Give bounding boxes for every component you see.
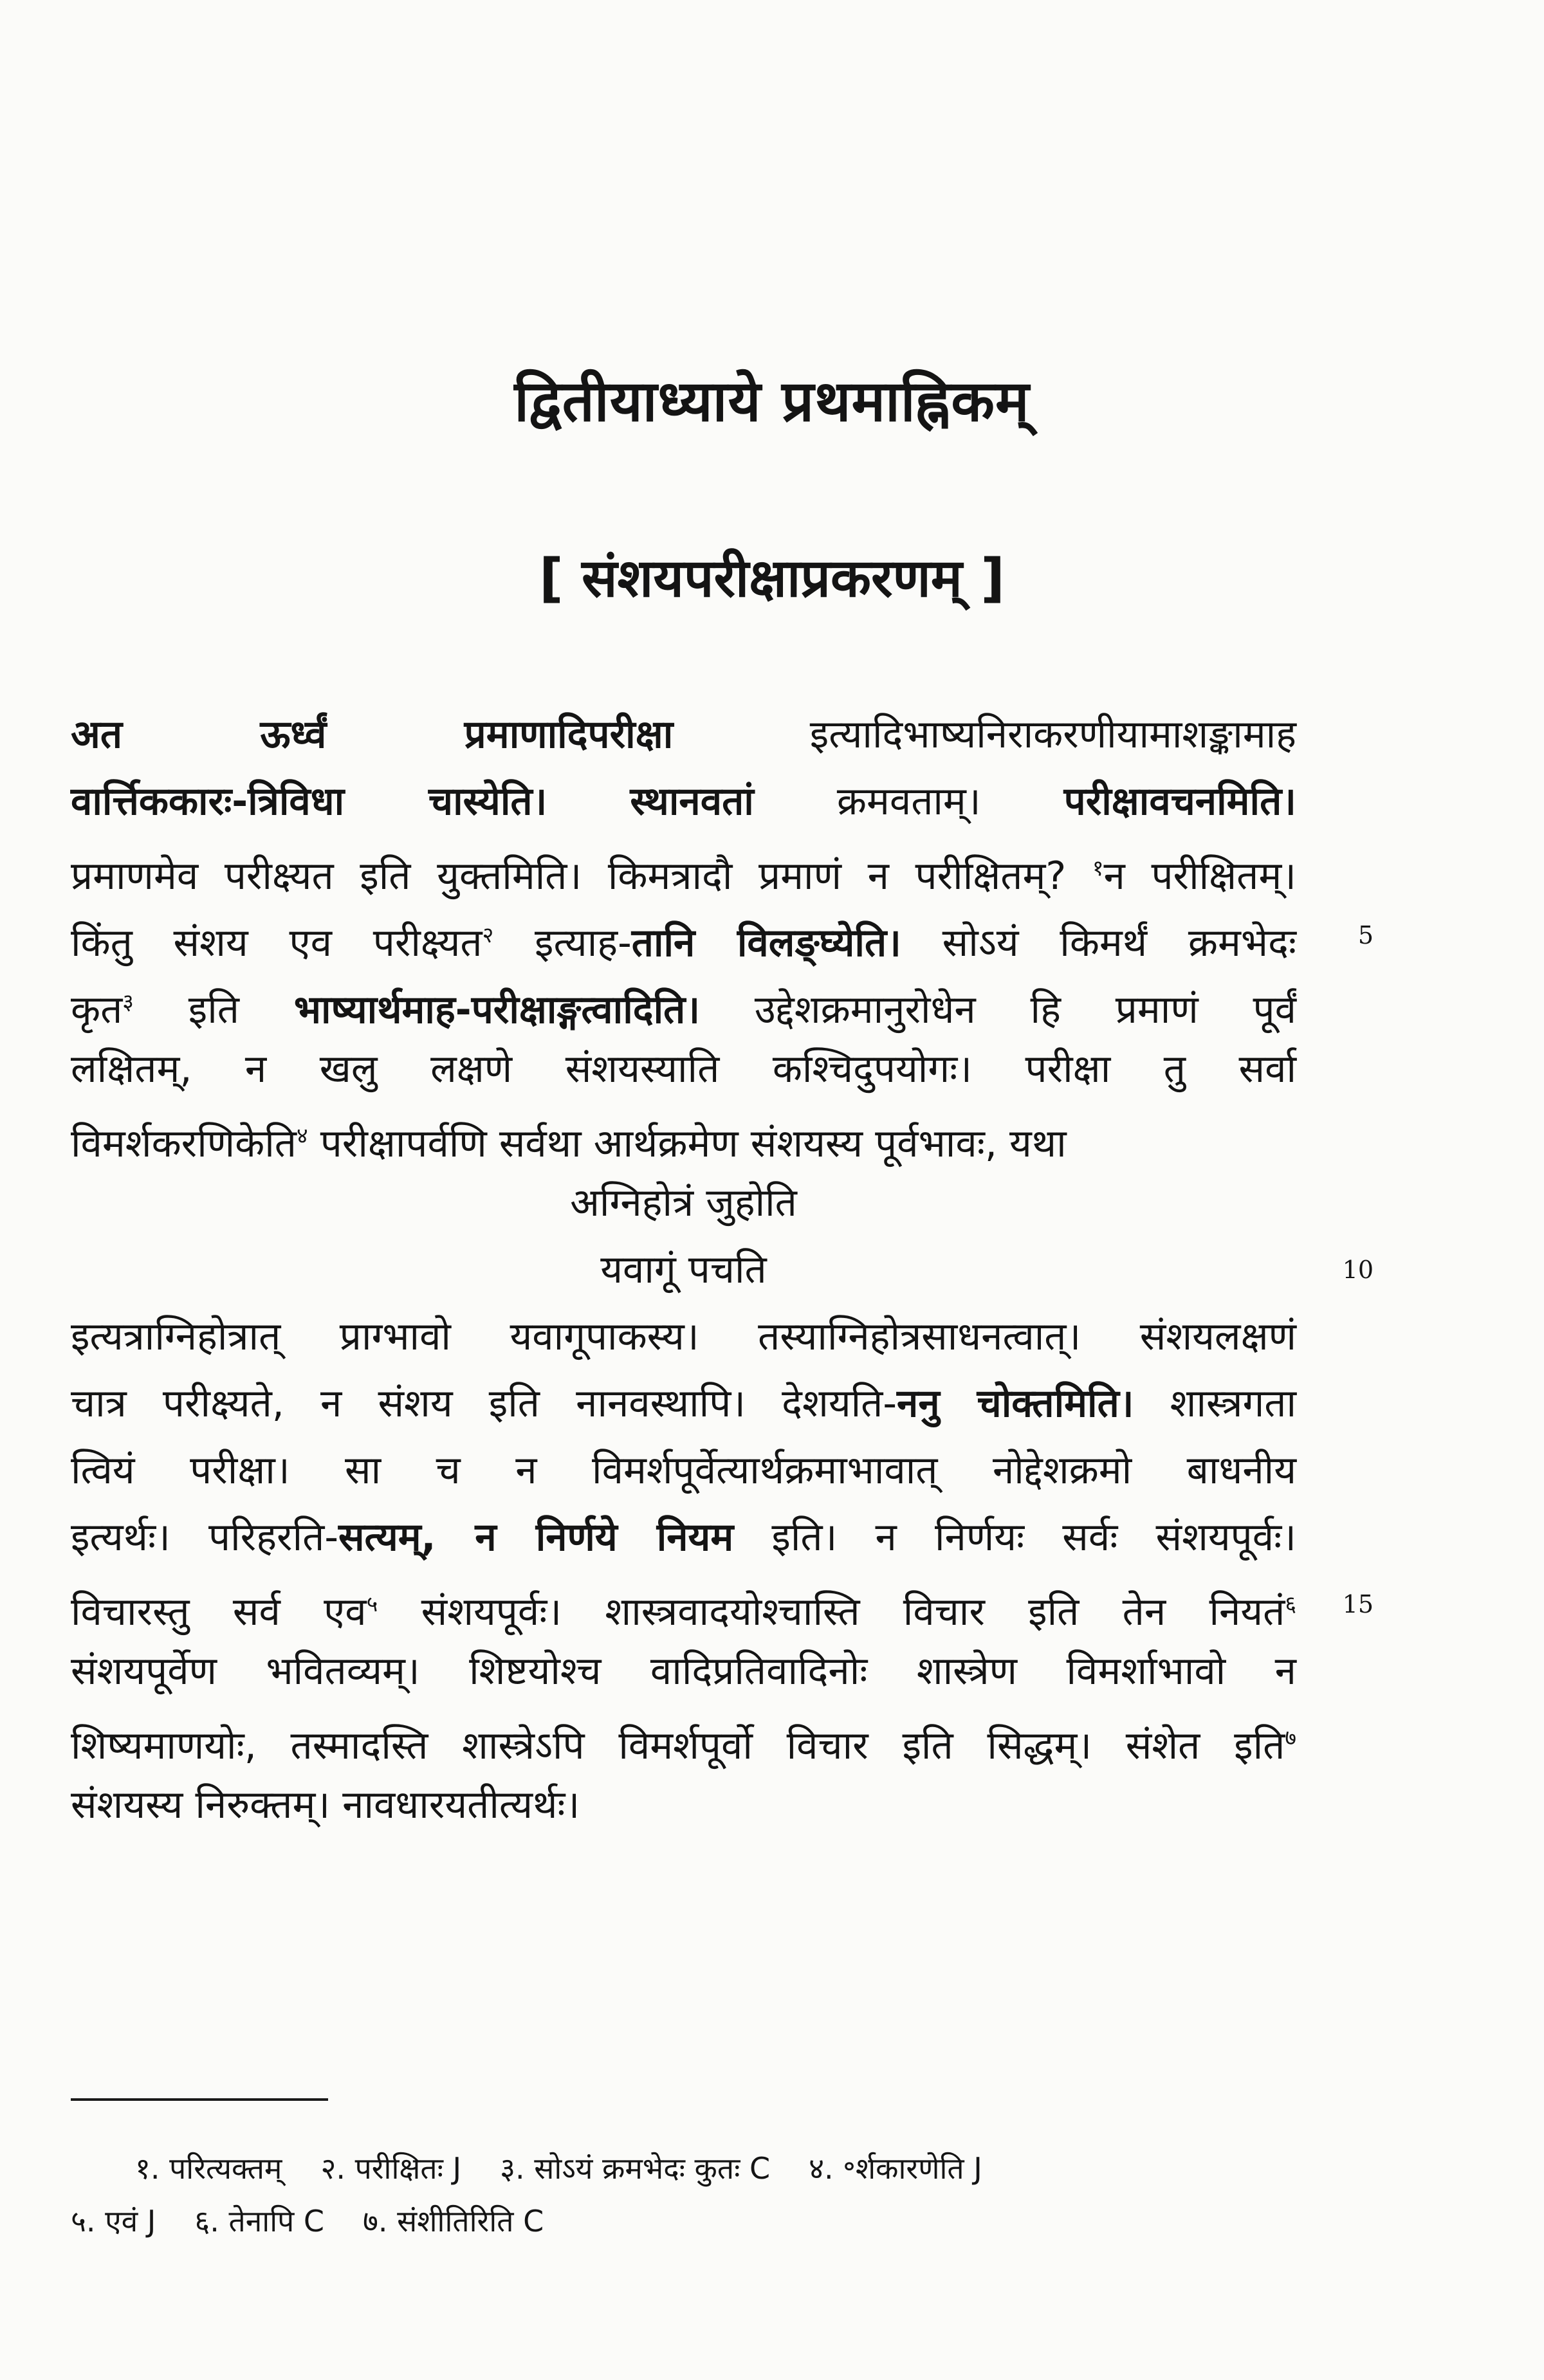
text-span: चात्र परीक्ष्यते, न संशय इति नानवस्थापि। देशयति- [71, 1381, 897, 1426]
footnote-marker: ४ [296, 1123, 308, 1149]
text-line [71, 1437, 1296, 1504]
text-span: परीक्षापर्वणि सर्वथा आर्थक्रमेण संशयस्य पूर्वभावः, यथा [308, 1121, 1067, 1166]
text-span: अग्निहोत्रं जुहोति [570, 1180, 797, 1225]
text-span: इत्यादिभाष्यनिराकरणीयामाशङ्कामाह [673, 712, 1297, 757]
text-span: विमर्शकरणिकेति [71, 1121, 297, 1166]
bold-text: सत्यम्, न निर्णये नियम [338, 1515, 734, 1560]
footnote: ५. एवं J [71, 2204, 156, 2238]
text-span: क्रमवताम्। [753, 779, 1064, 824]
footnote: ४. ॰र्शकारणेति J [809, 2151, 982, 2186]
line-number: 15 [1342, 1590, 1374, 1618]
footnote-marker: ७ [1285, 1725, 1296, 1751]
text-span: कृत [71, 987, 123, 1032]
bold-text: स्थानवतां [630, 779, 754, 824]
text-span: शास्त्रगता [1134, 1381, 1296, 1426]
text-line [71, 1771, 1296, 1838]
text-span: सोऽयं किमर्थं क्रमभेदः [901, 920, 1296, 966]
text-span: लक्षितम्, न खलु लक्षणे संशयस्याति कश्चिदुपयोगः। परीक्षा तु सर्वा [71, 1047, 1296, 1092]
text-line [71, 1705, 1296, 1771]
bold-text: अत ऊर्ध्वं प्रमाणादिपरीक्षा [71, 712, 674, 757]
text-line [71, 969, 1296, 1036]
text-span: संशयपूर्वः। शास्त्रवादयोश्चास्ति विचार इति तेन नियतं [378, 1589, 1285, 1634]
text-span: संशयस्य निरुक्तम्। नावधारयतीत्यर्थः। [71, 1782, 580, 1827]
text-line [71, 1303, 1296, 1370]
bold-text: तानि विलङ्घ्येति। [631, 920, 901, 966]
text-span: संशयपूर्वेण भवितव्यम्। शिष्टयोश्च वादिप्रतिवादिनोः शास्त्रेण विमर्शाभावो न [71, 1649, 1296, 1694]
text-line [71, 768, 1296, 835]
footnote: १. परित्यक्तम् [135, 2151, 282, 2186]
footnote: ३. सोऽयं क्रमभेदः कुतः C [500, 2151, 771, 2186]
text-line [71, 701, 1296, 768]
footnote-marker: २ [482, 922, 494, 948]
text-line [71, 835, 1296, 902]
footnote-marker: १ [1092, 856, 1104, 881]
footnote: ६. तेनापि C [194, 2204, 324, 2238]
text-span: किंतु संशय एव परीक्ष्यत [71, 920, 482, 966]
text-span: इत्यत्राग्निहोत्रात् प्राग्भावो यवागूपाकस्य। तस्याग्निहोत्रसाधनत्वात्। संशयलक्षणं [71, 1314, 1296, 1359]
footnote-row-1 [71, 2142, 1021, 2195]
line-number: 5 [1357, 921, 1374, 949]
footnotes [71, 2142, 1021, 2247]
text-span: न परीक्षितम्। [1103, 854, 1296, 899]
footnote-marker: ६ [1285, 1591, 1296, 1617]
text-span: यवागूं पचति [600, 1247, 767, 1292]
text-line [71, 1370, 1296, 1437]
main-text [71, 701, 1296, 1838]
line-number: 10 [1342, 1256, 1374, 1284]
footnote: २. परीक्षितः J [320, 2151, 462, 2186]
text-line [71, 1169, 1296, 1236]
bold-text: परीक्षावचनमिति। [1063, 779, 1297, 824]
bold-text: भाष्यार्थमाह-परीक्षाङ्गत्वादिति। [293, 987, 701, 1032]
text-span: प्रमाणमेव परीक्ष्यत इति युक्तमिति। किमत्रादौ प्रमाणं न परीक्षितम्? [71, 854, 1092, 899]
bold-text: ननु चोक्तमिति। [897, 1381, 1134, 1426]
footnote-row-2 [71, 2195, 1021, 2247]
text-line [71, 1638, 1296, 1705]
text-line [71, 1571, 1296, 1638]
text-span: इति [133, 987, 294, 1032]
text-span [547, 779, 630, 824]
text-line [71, 1103, 1296, 1169]
text-line [71, 902, 1296, 969]
text-span: शिष्यमाणयोः, तस्मादस्ति शास्त्रेऽपि विमर्शपूर्वो विचार इति सिद्धम्। संशेत इति [71, 1723, 1285, 1768]
text-line [71, 1236, 1296, 1303]
chapter-title: द्वितीयाध्याये प्रथमाह्निकम् [514, 368, 1030, 434]
bold-text: वार्त्तिककारः-त्रिविधा चास्येति। [71, 779, 547, 824]
text-span: उद्देशक्रमानुरोधेन हि प्रमाणं पूर्वं [700, 987, 1296, 1032]
text-span: विचारस्तु सर्व एव [71, 1589, 367, 1634]
text-line [71, 1504, 1296, 1571]
footnote-marker: ३ [122, 989, 134, 1015]
text-span: इत्यर्थः। परिहरति- [71, 1515, 338, 1560]
section-title: [ संशयपरीक्षाप्रकरणम् ] [539, 548, 1005, 609]
text-span: इति। न निर्णयः सर्वः संशयपूर्वः। [733, 1515, 1296, 1560]
footnote: ७. संशीतिरिति C [363, 2204, 544, 2238]
text-span: इत्याह- [493, 920, 632, 966]
footnote-rule [71, 2098, 328, 2101]
footnote-marker: ५ [366, 1591, 378, 1617]
text-line [71, 1036, 1296, 1103]
text-span: त्वियं परीक्षा। सा च न विमर्शपूर्वेत्यार्थक्रमाभावात् नोद्देशक्रमो बाधनीय [71, 1448, 1296, 1493]
